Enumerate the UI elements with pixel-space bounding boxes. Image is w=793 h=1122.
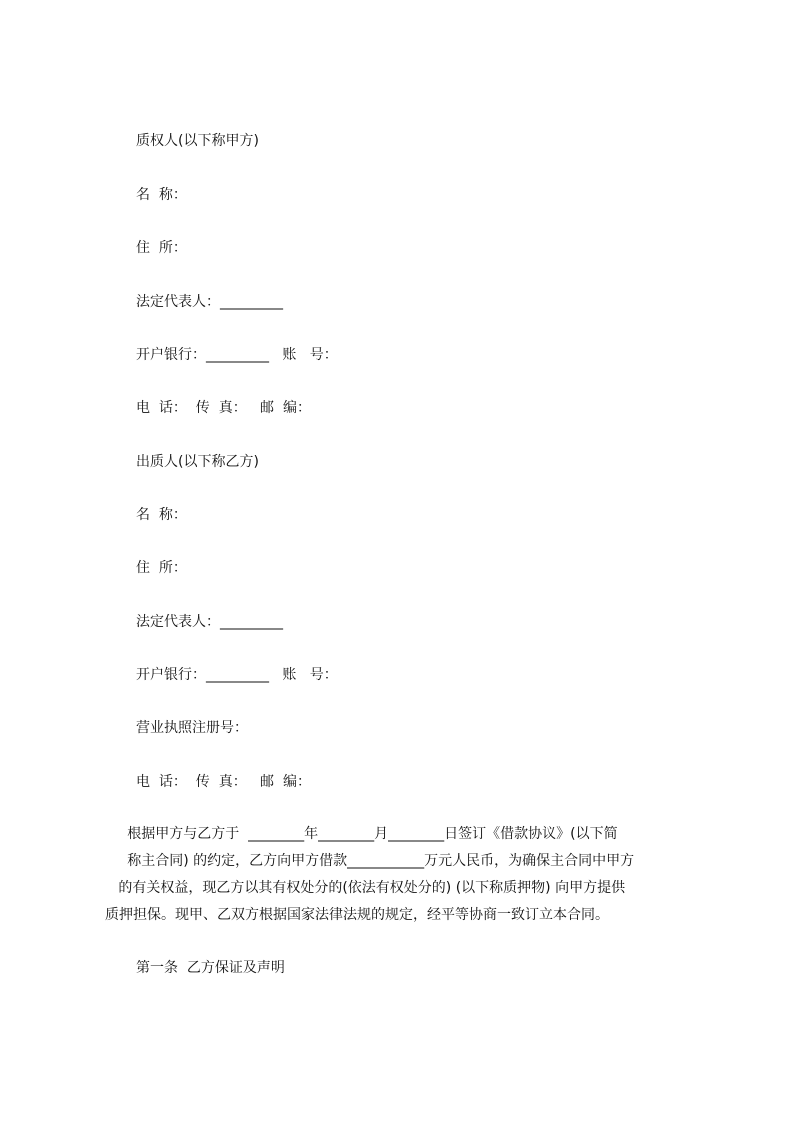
- preamble-line: 根据甲方与乙方于 ________年________月________日签订《借款协议》(以下简: [105, 826, 618, 842]
- pledgee-name-field: 名 称：: [136, 187, 187, 203]
- pledgor-license-field: 营业执照注册号：: [136, 720, 248, 736]
- pledgee-contact-field: 电 话： 传 真： 邮 编：: [136, 400, 311, 416]
- pledgor-heading: 出质人(以下称乙方): [136, 454, 259, 470]
- pledgee-bank-field: 开户银行：_________ 账 号：: [136, 347, 338, 363]
- pledgor-contact-field: 电 话： 传 真： 邮 编：: [136, 774, 311, 790]
- preamble-line: 称主合同) 的约定，乙方向甲方借款___________万元人民币，为确保主合同中甲方: [105, 853, 635, 869]
- pledgee-legal-rep-field: 法定代表人：_________: [136, 294, 283, 310]
- pledgor-bank-field: 开户银行：_________ 账 号：: [136, 667, 338, 683]
- preamble-paragraph: [105, 821, 705, 929]
- pledgor-address-field: 住 所：: [136, 560, 187, 576]
- preamble-line: 的有关权益，现乙方以其有权处分的(依法有权处分的) (以下称质押物) 向甲方提供: [105, 880, 626, 896]
- pledgor-legal-rep-field: 法定代表人：_________: [136, 614, 283, 630]
- preamble-line: 质押担保。现甲、乙双方根据国家法律法规的规定，经平等协商一致订立本合同。: [105, 907, 609, 923]
- pledgee-heading: 质权人(以下称甲方): [136, 133, 259, 149]
- article-1-title: 第一条 乙方保证及声明: [136, 960, 285, 976]
- pledgee-address-field: 住 所：: [136, 240, 187, 256]
- pledgor-name-field: 名 称：: [136, 507, 187, 523]
